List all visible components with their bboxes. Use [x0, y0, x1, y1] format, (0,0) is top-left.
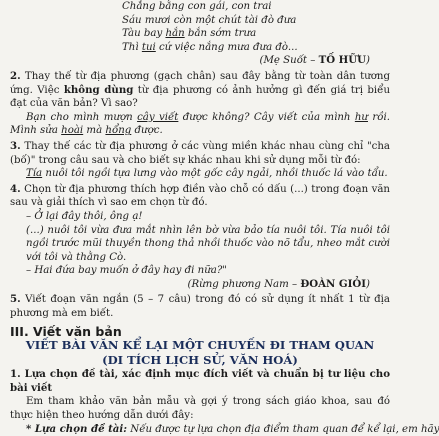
question-3-example [10, 167, 390, 181]
source-author: TỐ HỮU [318, 54, 367, 67]
underlined-dialect-word: hổng [105, 125, 132, 137]
underlined-dialect-word: hắn [165, 28, 185, 40]
question-2 [10, 70, 390, 111]
example-text: nuôi tôi ngồi tựa lưng vào một gốc cây ngải, nhồi thuốc lá vào tẩu. [42, 168, 388, 180]
instruction-line [10, 422, 439, 436]
question-bold-text: không dùng [63, 83, 134, 96]
example-text: được. [131, 125, 163, 137]
example-text: được không? Cây viết của mình [178, 111, 355, 123]
example-text: Bạn cho mình mượn [26, 111, 138, 123]
poem-source [10, 54, 390, 68]
source-close: ) [366, 55, 370, 67]
underlined-dialect-word: tui [141, 41, 156, 53]
question-text: từ địa phương có ảnh hưởng gì đến giá trị biểu đạt của văn bản? Vì sao? [10, 84, 391, 110]
instruction-label: * Lựa chọn đề tài: [26, 422, 128, 435]
body-paragraph: Em tham khảo văn bản mẫu và gợi ý trong sách giáo khoa, sau đó thực hiện theo hướng dẫn dưới đây: [10, 396, 390, 422]
dialogue-line: – Ở lại đây thôi, ông ạ! [26, 210, 143, 222]
lesson-subtitle: (DI TÍCH LỊCH SỬ, VĂN HOÁ) [102, 353, 298, 368]
poem-line: Chẳng bằng con gái, con trai [122, 1, 272, 12]
question-number: 2. [10, 69, 21, 82]
poem-line [122, 27, 390, 41]
step-heading: 1. Lựa chọn đề tài, xác định mục đích viết và chuẩn bị tư liệu cho bài viết [10, 368, 390, 394]
question-text: Thay thế các từ địa phương ở các vùng miền khác nhau cùng chỉ "cha (bố)" trong câu sau và cho biết sự khác nhau khi sử dụng mỗi từ đó: [10, 140, 390, 166]
poem-line: Sáu mươi còn một chút tài đò đưa [122, 14, 297, 26]
dialogue-line: – Hai đứa bay muốn ở đây hay đi nữa?" [26, 265, 227, 277]
dialogue-line: (...) nuôi tôi vừa đưa mắt nhìn lên bờ vừa bảo tía nuôi tôi. Tía nuôi tôi ngồi trước mũi thuyền thong thả nhồi thuốc vào nõ tẩu, nheo mắt cười với tôi và thằng Cò. [26, 224, 390, 263]
poem [10, 0, 390, 54]
question-2-example [10, 111, 390, 138]
question-3 [10, 140, 390, 167]
excerpt-source [10, 278, 390, 292]
poem-text: Tàu bay [122, 28, 166, 40]
underlined-dialect-word: cây viết [137, 111, 179, 123]
poem-line [122, 41, 390, 55]
section-heading: III. Viết văn bản [10, 323, 122, 339]
underlined-dialect-word: hoài [61, 125, 84, 137]
question-number: 4. [10, 182, 21, 195]
question-5 [10, 293, 390, 320]
question-text: Chọn từ địa phương thích hợp điền vào chỗ có dấu (...) trong đoạn văn sau và giải thích vì sao em chọn từ đó. [10, 183, 390, 209]
poem-text: cứ việc nắng mưa đưa đò... [155, 41, 298, 53]
question-number: 3. [10, 139, 21, 152]
example-text: rồi. Mình sửa [10, 111, 390, 137]
source-author: ĐOÀN GIỎI [300, 277, 367, 290]
source-title: (Mẹ Suốt – [259, 55, 319, 67]
question-4 [10, 183, 390, 210]
instruction-text: Nếu được tự lựa chọn địa điểm tham quan để kể lại, em hãy [127, 423, 439, 435]
source-title: (Rừng phương Nam – [187, 278, 301, 290]
poem-text: bắn sớm trưa [184, 28, 257, 40]
question-text: Thay thế từ địa phương (gạch chân) sau đây bằng từ toàn dân tương ứng. Việc [10, 70, 390, 96]
underlined-dialect-word: hư [354, 111, 368, 123]
question-text: Viết đoạn văn ngắn (5 – 7 câu) trong đó có sử dụng ít nhất 1 từ địa phương mà em biết. [10, 294, 390, 320]
question-number: 5. [10, 293, 21, 306]
example-text: mà [83, 125, 106, 137]
source-close: ) [366, 278, 370, 290]
underlined-dialect-word: Tía [26, 168, 43, 180]
lesson-title: VIẾT BÀI VĂN KỂ LẠI MỘT CHUYẾN ĐI THAM QUAN [25, 338, 375, 353]
poem-text: Thì [122, 41, 142, 53]
